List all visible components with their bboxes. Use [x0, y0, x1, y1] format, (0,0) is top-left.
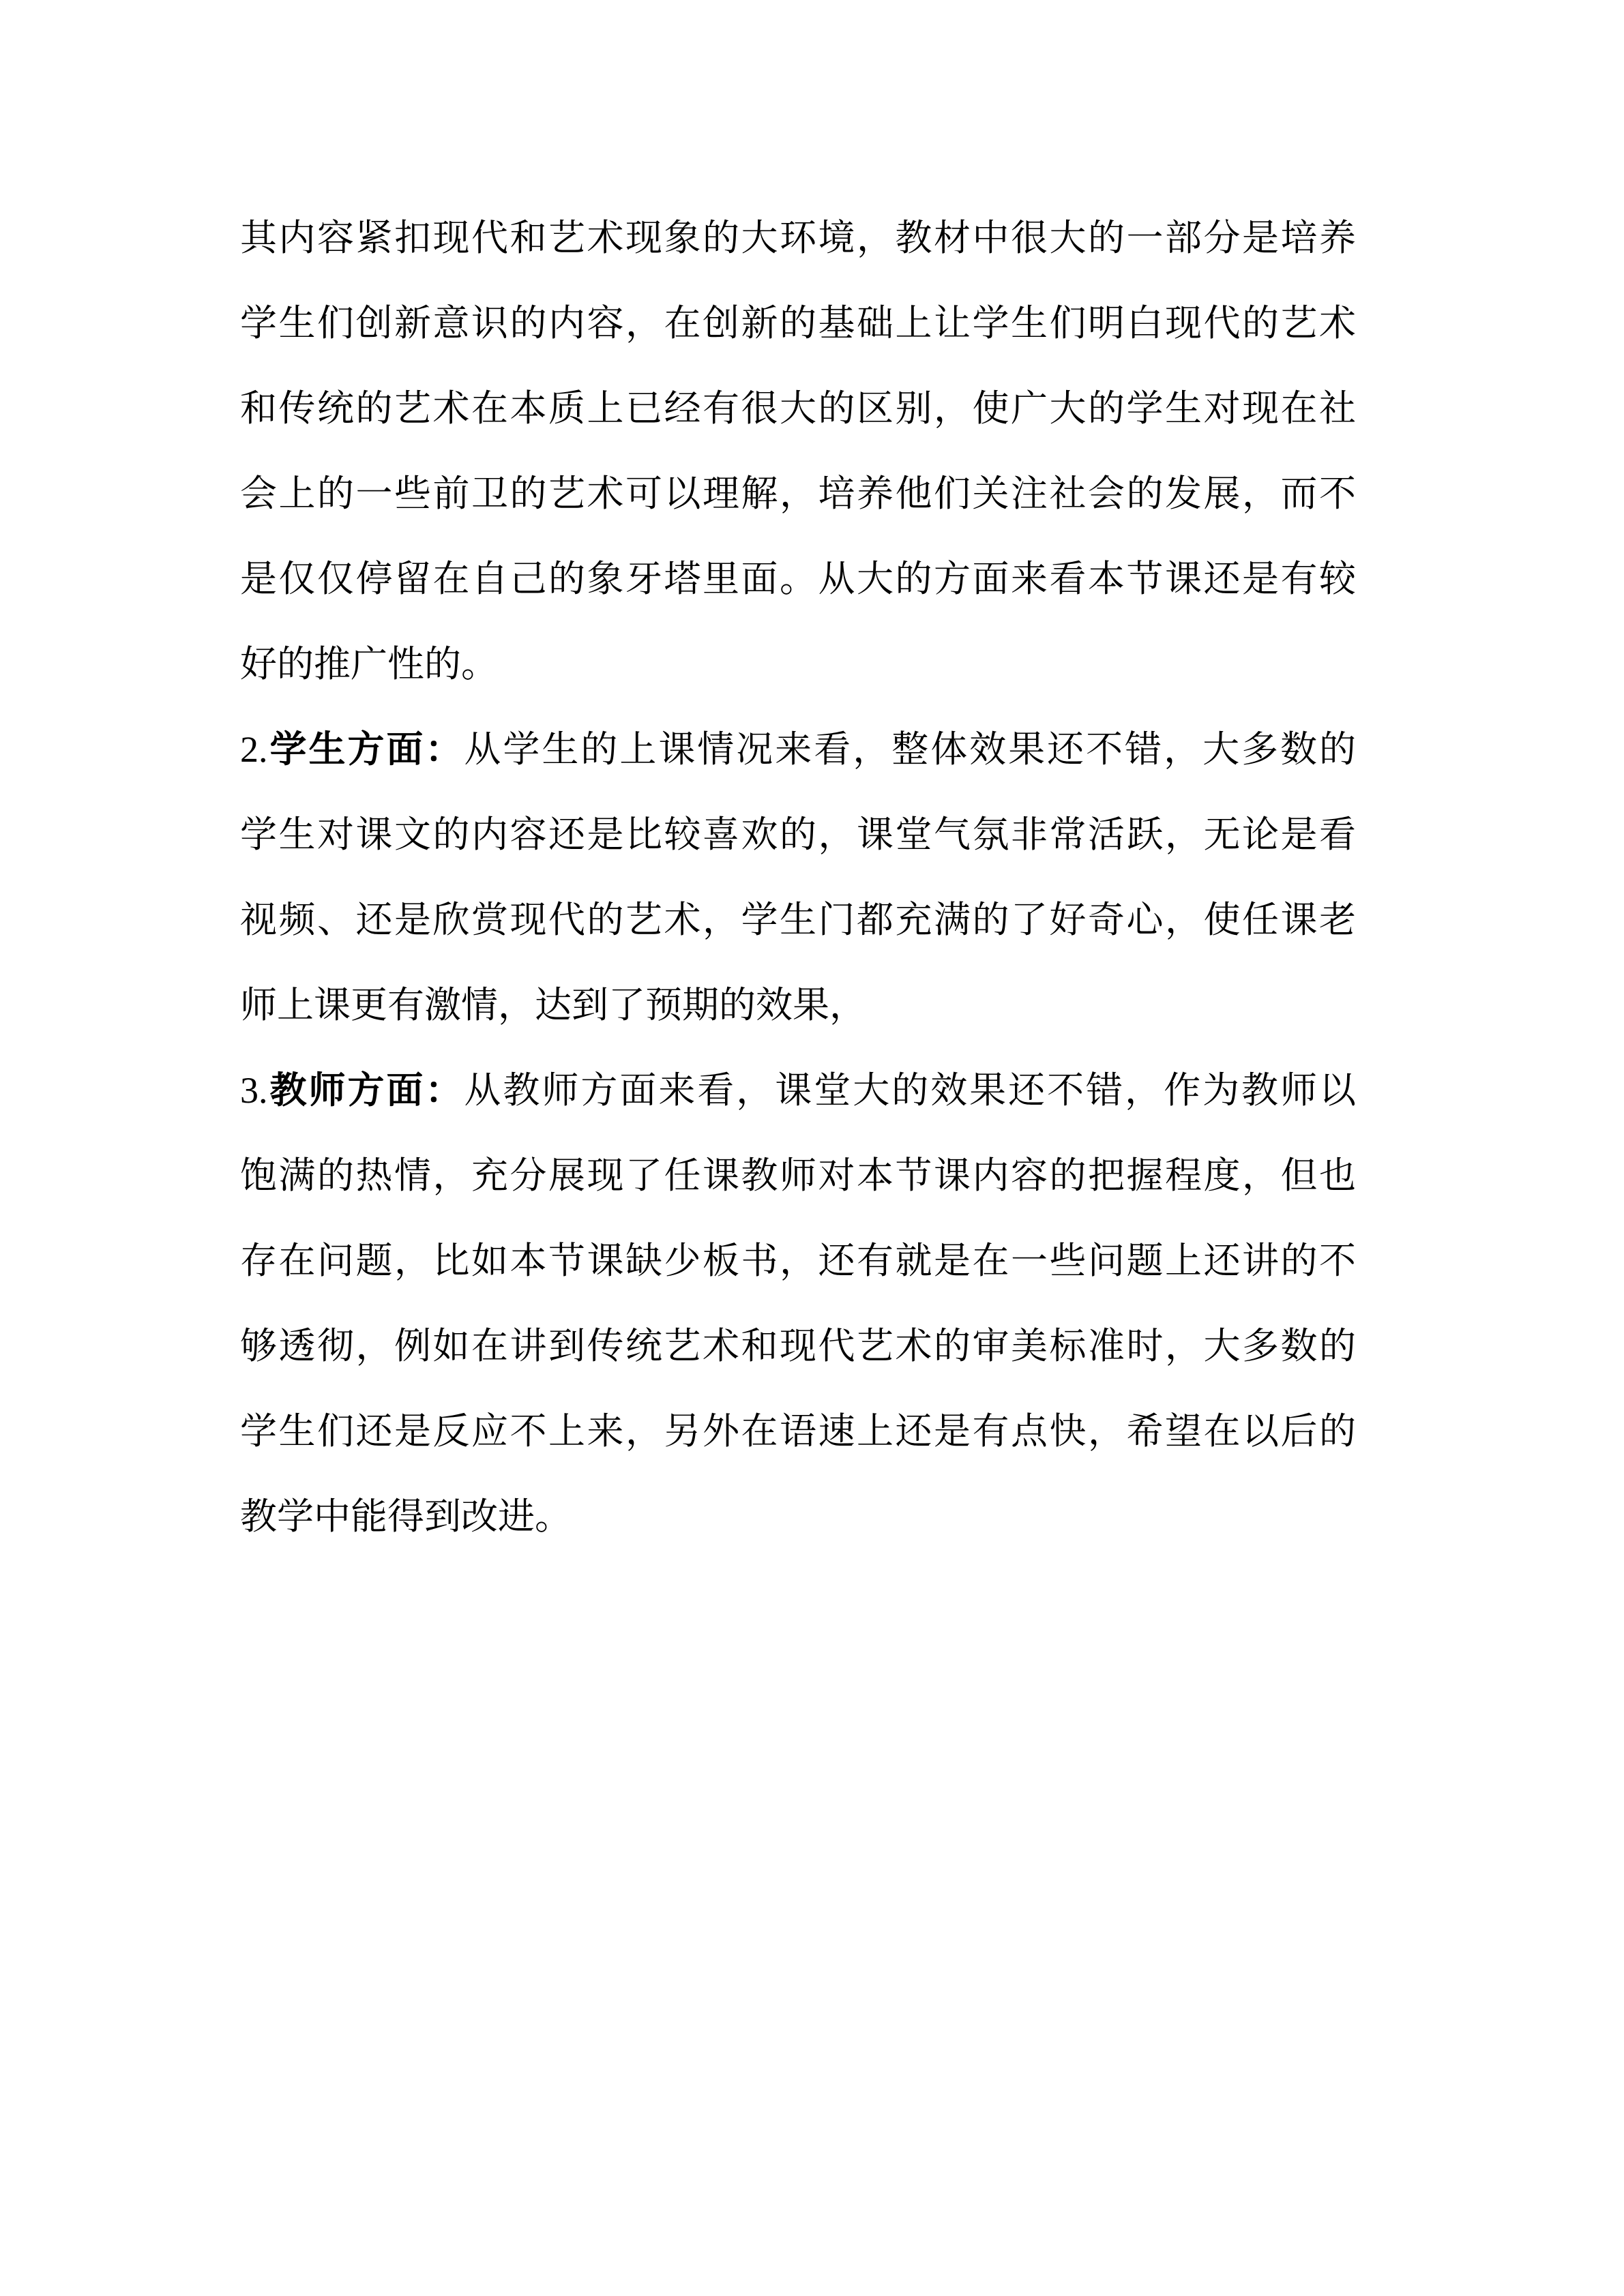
- text-line: [240, 196, 1356, 281]
- section-heading-run: 学生方面：: [267, 729, 464, 770]
- text-line: [240, 366, 1356, 451]
- text-line: [240, 1474, 1356, 1560]
- text-line: [240, 1048, 1356, 1133]
- text-line: [240, 707, 1356, 792]
- text-run: 其内容紧扣现代和艺术现象的大环境，教材中很大的一部分是培养: [240, 218, 1356, 258]
- text-block: [240, 196, 1356, 1560]
- text-run: 是仅仅停留在自己的象牙塔里面。从大的方面来看本节课还是有较: [240, 558, 1356, 599]
- text-run: 从教师方面来看，课堂大的效果还不错，作为教师以: [464, 1070, 1357, 1111]
- text-line: [240, 1219, 1356, 1304]
- text-line: [240, 792, 1356, 878]
- text-line: [240, 622, 1356, 707]
- text-line: [240, 1304, 1356, 1389]
- text-run: 从学生的上课情况来看，整体效果还不错，大多数的: [464, 729, 1357, 770]
- text-run: 教学中能得到改进。: [240, 1496, 572, 1537]
- text-run: 好的推广性的。: [240, 644, 498, 685]
- text-line: [240, 451, 1356, 537]
- text-run: 师上课更有激情，达到了预期的效果，: [240, 985, 866, 1026]
- text-run: 3.: [240, 1070, 268, 1111]
- text-run: 和传统的艺术在本质上已经有很大的区别，使广大的学生对现在社: [240, 388, 1356, 429]
- text-run: 学生对课文的内容还是比较喜欢的，课堂气氛非常活跃，无论是看: [240, 814, 1356, 855]
- text-run: 会上的一些前卫的艺术可以理解，培养他们关注社会的发展，而不: [240, 473, 1356, 514]
- text-line: [240, 963, 1356, 1048]
- text-run: 饱满的热情，充分展现了任课教师对本节课内容的把握程度，但也: [240, 1155, 1356, 1196]
- text-run: 存在问题，比如本节课缺少板书，还有就是在一些问题上还讲的不: [240, 1240, 1356, 1281]
- text-line: [240, 1389, 1356, 1474]
- section-heading-run: 教师方面：: [267, 1070, 464, 1111]
- text-line: [240, 878, 1356, 963]
- text-run: 视频、还是欣赏现代的艺术，学生门都充满的了好奇心，使任课老: [240, 899, 1356, 940]
- text-run: 学生们创新意识的内容，在创新的基础上让学生们明白现代的艺术: [240, 303, 1356, 344]
- text-line: [240, 281, 1356, 366]
- text-run: 学生们还是反应不上来，另外在语速上还是有点快，希望在以后的: [240, 1411, 1356, 1452]
- text-run: 2.: [240, 729, 268, 770]
- text-line: [240, 1133, 1356, 1219]
- text-run: 够透彻，例如在讲到传统艺术和现代艺术的审美标准时，大多数的: [240, 1326, 1356, 1367]
- text-line: [240, 537, 1356, 622]
